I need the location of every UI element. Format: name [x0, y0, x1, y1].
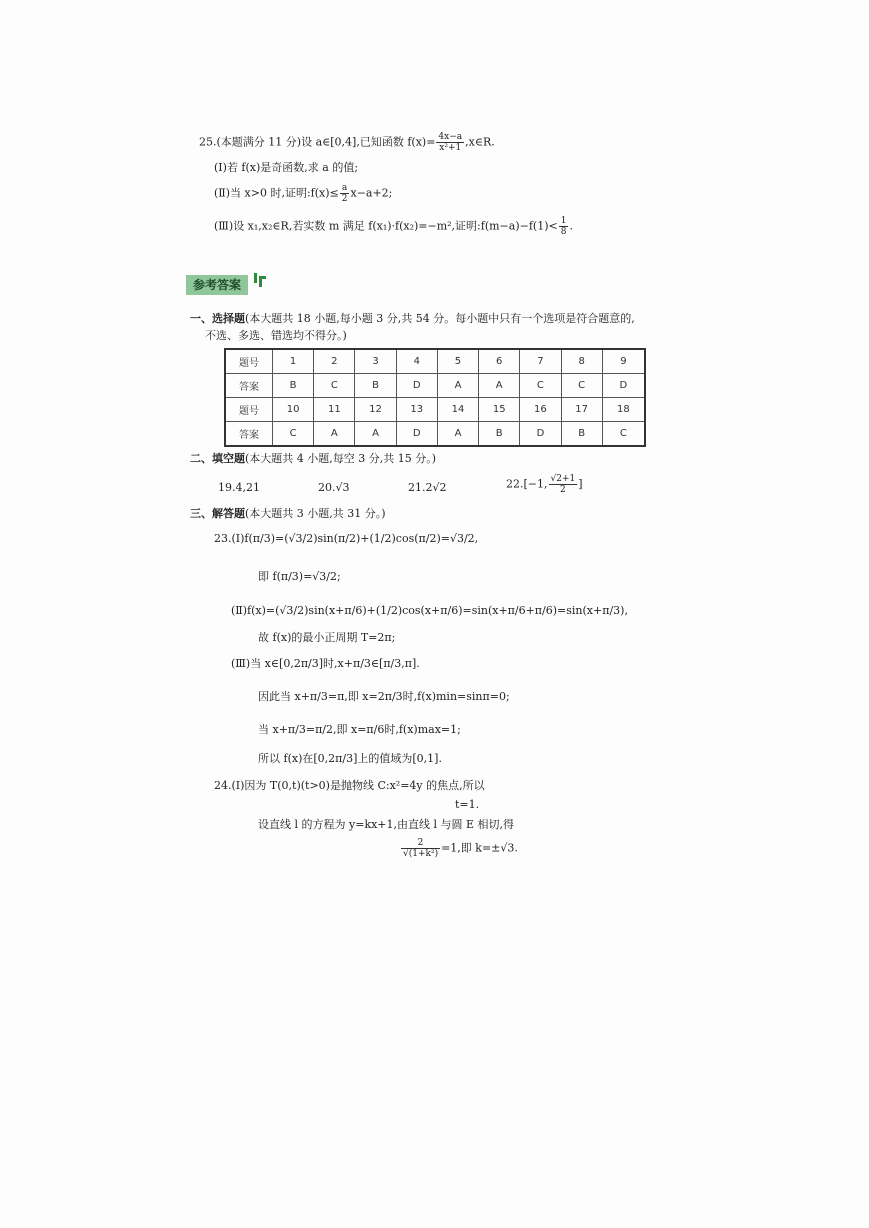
table-cell: C: [314, 374, 355, 398]
s24-line2: t=1.: [455, 798, 480, 811]
s23-line3: (Ⅱ)f(x)=(√3/2)sin(x+π/6)+(1/2)cos(x+π/6)=sin(x+π/6+π/6)=sin(x+π/3),: [231, 604, 628, 617]
table-cell: A: [479, 374, 520, 398]
q25-statement: 25.(本题满分 11 分)设 a∈[0,4],已知函数 f(x)= $\frac{4x-a}{\text{x²+1}}$ ,x∈R.: [199, 132, 495, 153]
s24-line3: 设直线 l 的方程为 y=kx+1,由直线 l 与圆 E 相切,得: [258, 818, 515, 831]
table-cell: 18: [602, 398, 645, 422]
table-cell: A: [437, 422, 478, 447]
table-cell: 8: [561, 349, 602, 374]
q25-fraction: $\frac{4x-a}{\text{x²+1}}$: [438, 132, 463, 153]
table-cell: C: [561, 374, 602, 398]
table-cell: A: [314, 422, 355, 447]
table-row: [225, 349, 645, 374]
table-cell: B: [273, 374, 314, 398]
s23-line4: 故 f(x)的最小正周期 T=2π;: [258, 631, 396, 644]
sec2-heading: 二、填空题(本大题共 4 小题,每空 3 分,共 15 分。): [190, 452, 437, 465]
q25-part3: (Ⅲ)设 x₁,x₂∈R,若实数 m 满足 f(x₁)·f(x₂)=−m²,证明:f(m−a)−f(1)< $\frac{1}{8}$ .: [214, 216, 573, 237]
s23-line2: 即 f(π/3)=√3/2;: [258, 570, 341, 583]
table-row-header: 题号: [225, 349, 273, 374]
s24-line4: $\frac{2}{\text{√(1+k²)}}$ =1,即 k=±√3.: [403, 838, 518, 859]
table-cell: 13: [396, 398, 437, 422]
table-cell: 1: [273, 349, 314, 374]
q25-part1: (Ⅰ)若 f(x)是奇函数,求 a 的值;: [214, 161, 359, 174]
table-cell: B: [561, 422, 602, 447]
table-cell: 6: [479, 349, 520, 374]
table-cell: C: [520, 374, 561, 398]
answer-19: 19.4,21: [218, 481, 260, 494]
s23-line7: 当 x+π/3=π/2,即 x=π/6时,f(x)max=1;: [258, 723, 461, 736]
answer-table: [224, 348, 646, 447]
answer-key-badge: 参考答案: [186, 275, 248, 295]
answer-20: 20.√3: [318, 481, 350, 494]
table-cell: 7: [520, 349, 561, 374]
table-cell: 4: [396, 349, 437, 374]
table-cell: 10: [273, 398, 314, 422]
table-row: [225, 374, 645, 398]
table-cell: 12: [355, 398, 396, 422]
table-cell: 2: [314, 349, 355, 374]
table-row: [225, 422, 645, 447]
table-row-header: 答案: [225, 422, 273, 447]
table-cell: A: [355, 422, 396, 447]
table-row-header: 答案: [225, 374, 273, 398]
table-cell: C: [602, 422, 645, 447]
table-cell: 14: [437, 398, 478, 422]
table-cell: D: [520, 422, 561, 447]
s23-line8: 所以 f(x)在[0,2π/3]上的值域为[0,1].: [258, 752, 442, 765]
s23-line6: 因此当 x+π/3=π,即 x=2π/3时,f(x)min=sinπ=0;: [258, 690, 510, 703]
table-cell: D: [396, 374, 437, 398]
sec3-heading: 三、解答题(本大题共 3 小题,共 31 分。): [190, 507, 386, 520]
table-cell: 3: [355, 349, 396, 374]
table-cell: B: [479, 422, 520, 447]
table-cell: A: [437, 374, 478, 398]
sec1-desc2: 不选、多选、错选均不得分。): [205, 329, 347, 342]
answer-22: 22.[−1, $\frac{√2+1}{2}$ ]: [506, 474, 583, 495]
bookmark-icon: [254, 273, 266, 287]
table-row-header: 题号: [225, 398, 273, 422]
answer-21: 21.2√2: [408, 481, 447, 494]
table-cell: D: [602, 374, 645, 398]
table-cell: D: [396, 422, 437, 447]
q25-head: 25.(本题满分 11 分)设 a∈[0,4],已知函数 f(x)=: [199, 135, 436, 149]
sec1-heading: 一、选择题(本大题共 18 小题,每小题 3 分,共 54 分。每小题中只有一个选项是符合题意的,: [190, 312, 635, 325]
table-cell: 16: [520, 398, 561, 422]
table-row: [225, 398, 645, 422]
table-cell: 15: [479, 398, 520, 422]
table-cell: 11: [314, 398, 355, 422]
s23-line5: (Ⅲ)当 x∈[0,2π/3]时,x+π/3∈[π/3,π].: [231, 657, 420, 670]
s23-line1: 23.(Ⅰ)f(π/3)=(√3/2)sin(π/2)+(1/2)cos(π/2)=√3/2,: [214, 532, 479, 545]
q25-part2: (Ⅱ)当 x>0 时,证明:f(x)≤ $\frac{a}{2}$ x−a+2;: [214, 183, 393, 204]
s24-line1: 24.(Ⅰ)因为 T(0,t)(t>0)是抛物线 C:x²=4y 的焦点,所以: [214, 779, 485, 792]
table-cell: 9: [602, 349, 645, 374]
table-cell: C: [273, 422, 314, 447]
table-cell: 5: [437, 349, 478, 374]
table-cell: B: [355, 374, 396, 398]
table-cell: 17: [561, 398, 602, 422]
